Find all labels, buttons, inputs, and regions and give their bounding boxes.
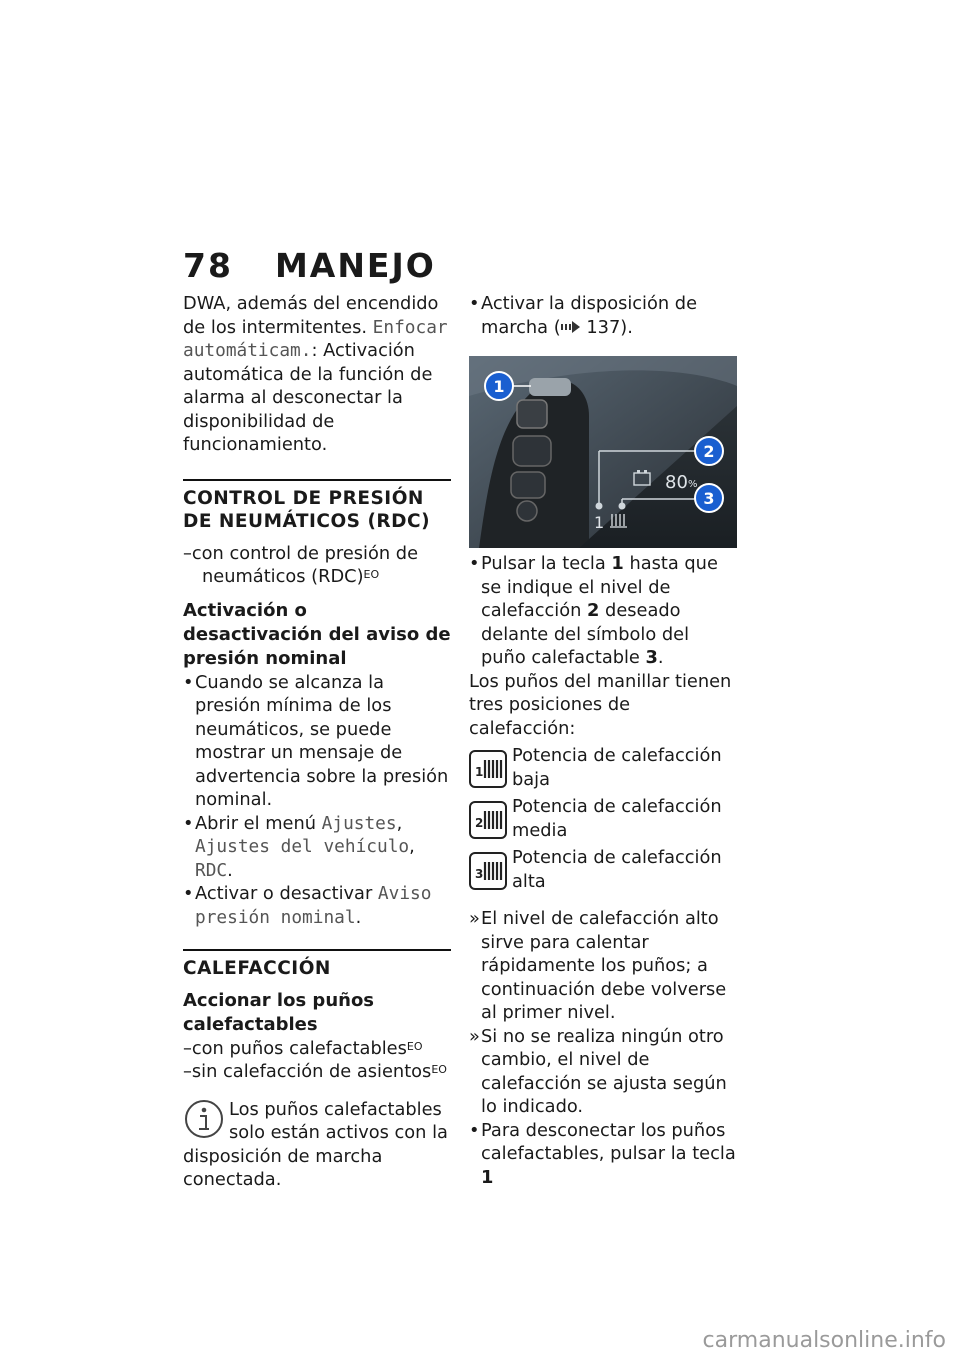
heating-subtitle: Accionar los puños calefactables — [183, 989, 375, 1035]
list-item: • Abrir el menú Ajustes, Ajustes del vehículo, RDC. — [183, 812, 451, 883]
list-item: • Activar o desactivar Aviso presión nominal. — [183, 882, 451, 929]
heating-requirement: –con puños calefactables$^{EO}$ — [183, 1037, 423, 1059]
rdc-requirement: –con control de presión de neumáticos (RDC)$^{EO}$ — [183, 542, 419, 587]
section-title-heating: CALEFACCIÓN — [183, 958, 331, 979]
grip-heating-icon — [469, 801, 507, 839]
levels-intro: Los puños del manillar tienen tres posiciones de calefacción: — [469, 670, 732, 739]
info-icon — [183, 1098, 225, 1142]
rdc-subtitle: Activación o desactivación del aviso de presión nominal — [183, 599, 451, 669]
section-rule — [183, 949, 451, 951]
heating-level-label: Potencia de calefacción baja — [512, 745, 722, 790]
svg-text:1: 1 — [475, 765, 484, 779]
left-column — [183, 292, 451, 1192]
info-note: Los puños calefactables solo están activos con la disposición de marcha conectada. — [183, 1098, 448, 1190]
watermark: carmanualsonline.info — [702, 1328, 946, 1353]
list-item: • Pulsar la tecla 1 hasta que se indique el nivel de calefacción 2 deseado delante del símbolo del puño calefactable 3. — [469, 552, 737, 670]
intro-paragraph: DWA, además del encendido de los intermitentes. Enfocar automáticam.: Activación automática de la función de alarma al desconectar la disponibilidad de funcionamiento. — [183, 293, 448, 455]
grip-heating-icon — [469, 852, 507, 890]
heating-level — [469, 846, 737, 893]
page-header — [183, 246, 436, 285]
callout-1: 1 — [493, 377, 505, 396]
display-percent: 80 — [665, 472, 688, 493]
grip-heating-icon — [469, 750, 507, 788]
heating-requirement: –sin calefacción de asientos$^{EO}$ — [183, 1061, 447, 1082]
arrow-ref-icon — [561, 321, 581, 333]
display-percent-sign: % — [688, 479, 698, 490]
svg-text:2: 2 — [475, 816, 484, 830]
heating-level — [469, 795, 737, 842]
heating-level-label: Potencia de calefacción media — [512, 796, 722, 841]
heating-level — [469, 744, 737, 791]
callout-2: 2 — [703, 442, 715, 461]
heating-level-label: Potencia de calefacción alta — [512, 847, 722, 892]
right-column — [469, 292, 737, 1189]
page-number: 78 — [183, 246, 233, 285]
result-item: » Si no se realiza ningún otro cambio, el nivel de calefacción se ajusta según lo indicado. — [469, 1025, 737, 1119]
list-item: • Cuando se alcanza la presión mínima de los neumáticos, se puede mostrar un mensaje de advertencia sobre la presión nominal. — [183, 671, 451, 812]
list-item: • Activar la disposición de marcha ( 137). — [469, 292, 737, 339]
section-rule — [183, 479, 451, 481]
svg-text:3: 3 — [475, 867, 484, 881]
result-item: » El nivel de calefacción alto sirve para calentar rápidamente los puños; a continuación debe volverse al primer nivel. — [469, 907, 737, 1025]
menu-label: Enfocar automáticam. — [183, 316, 448, 361]
display-level: 1 — [594, 513, 605, 532]
handlebar-illustration — [469, 356, 737, 548]
handlebar-photo — [469, 356, 737, 548]
chapter-title: MANEJO — [274, 246, 436, 285]
callout-3: 3 — [703, 489, 715, 508]
list-item: • Para desconectar los puños calefactables, pulsar la tecla 1 — [469, 1119, 737, 1190]
section-title-rdc: CONTROL DE PRESIÓN DE NEUMÁTICOS (RDC) — [183, 487, 431, 532]
